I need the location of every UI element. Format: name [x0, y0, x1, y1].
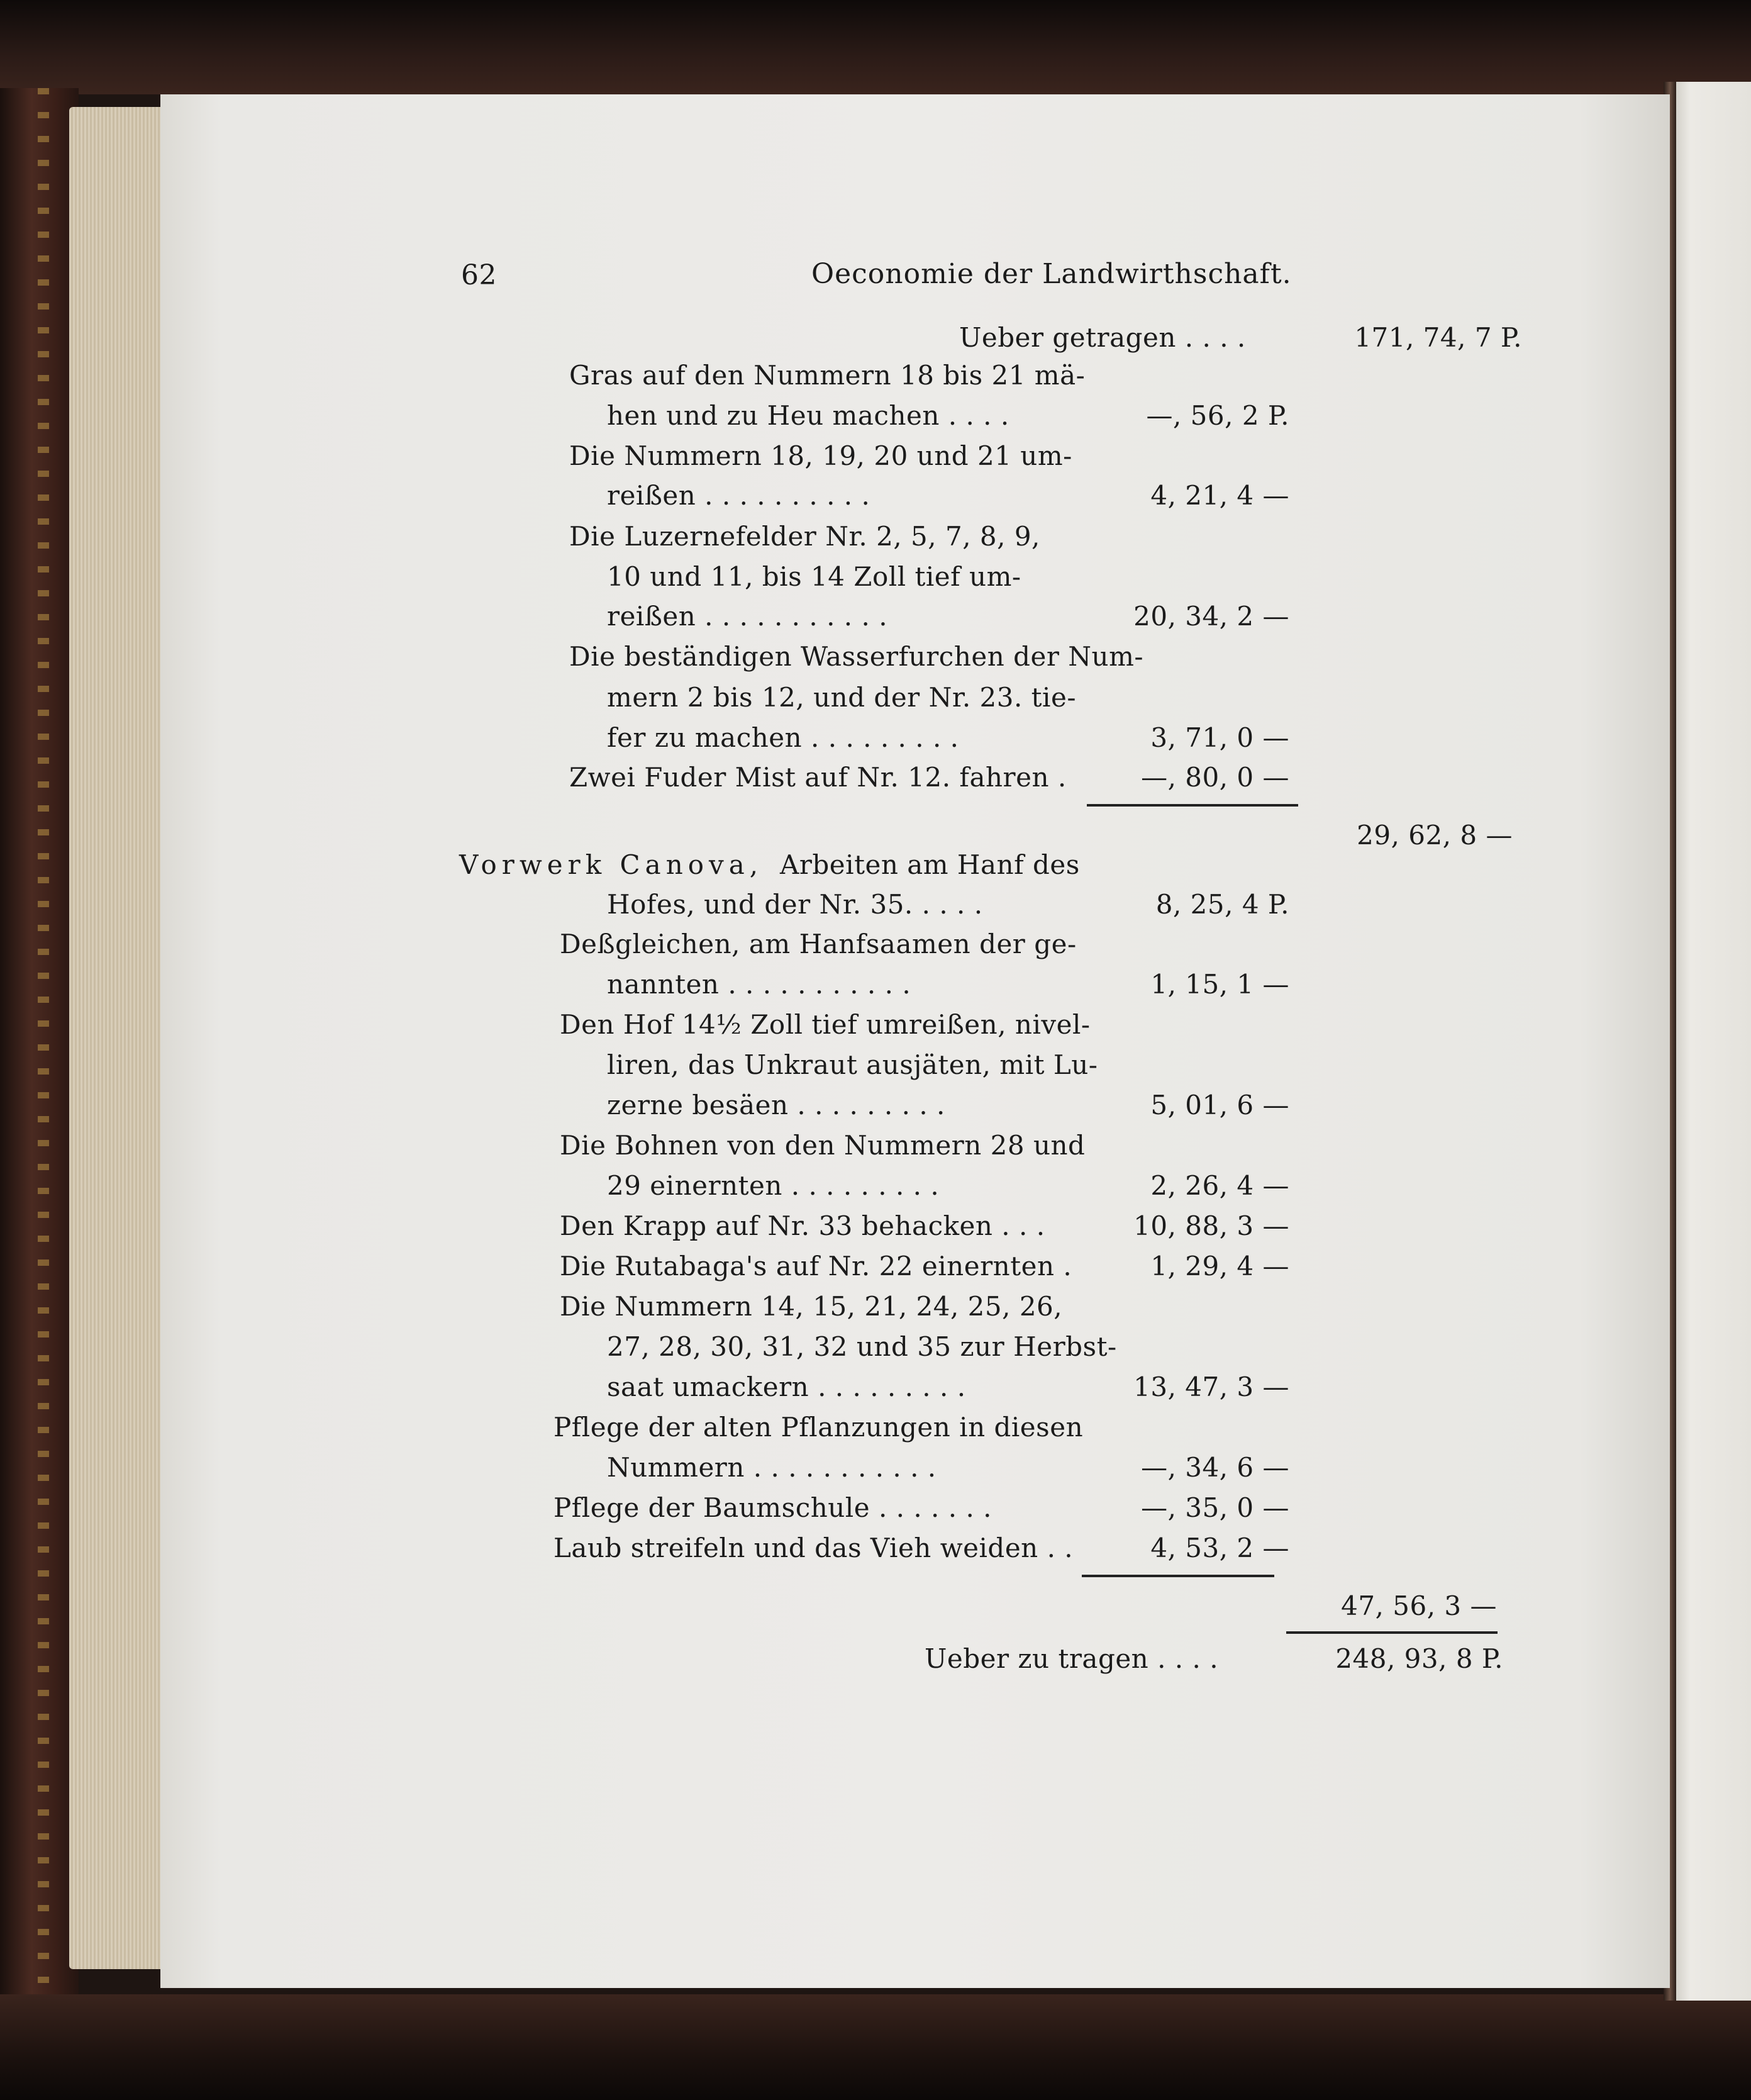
- total-rule: [1286, 1631, 1498, 1634]
- entry-line: Hofes, und der Nr. 35. . . . .: [607, 889, 983, 920]
- carried-out-amount: 248, 93, 8 P.: [1335, 1643, 1503, 1674]
- facing-page-edge: [1670, 82, 1751, 2001]
- entry-line: saat umackern . . . . . . . . .: [607, 1371, 966, 1402]
- entry-line: nannten . . . . . . . . . . .: [607, 969, 911, 1000]
- entry-line: Die Nummern 14, 15, 21, 24, 25, 26,: [560, 1291, 1063, 1322]
- page-edges: [69, 107, 164, 1969]
- entry-line: Die Luzernefelder Nr. 2, 5, 7, 8, 9,: [569, 521, 1040, 552]
- running-title: Oeconomie der Landwirthschaft.: [811, 258, 1292, 290]
- entry-amount: 8, 25, 4 P.: [1155, 889, 1289, 920]
- entry-line: Die Bohnen von den Nummern 28 und: [560, 1130, 1086, 1161]
- entry-amount: 20, 34, 2 —: [1133, 601, 1289, 632]
- entry-amount: 1, 29, 4 —: [1150, 1251, 1289, 1282]
- entry-line: Den Hof 14½ Zoll tief umreißen, nivel-: [560, 1009, 1091, 1040]
- entry-line: zerne besäen . . . . . . . . .: [607, 1090, 945, 1120]
- entry-amount: 10, 88, 3 —: [1133, 1210, 1289, 1241]
- entry-line: Pflege der Baumschule . . . . . . .: [553, 1492, 992, 1523]
- entry-line: liren, das Unkraut ausjäten, mit Lu-: [607, 1049, 1098, 1080]
- entry-amount: 2, 26, 4 —: [1150, 1170, 1289, 1201]
- entry-line: 29 einernten . . . . . . . . .: [607, 1170, 940, 1201]
- entry-amount: 13, 47, 3 —: [1133, 1371, 1289, 1402]
- section-heading: Vorwerk Canova,: [459, 849, 764, 880]
- entry-line: reißen . . . . . . . . . . .: [607, 601, 888, 632]
- entry-amount: 4, 53, 2 —: [1150, 1533, 1289, 1563]
- entry-line: 27, 28, 30, 31, 32 und 35 zur Herbst-: [607, 1331, 1117, 1362]
- entry-amount: —, 35, 0 —: [1141, 1492, 1289, 1523]
- entry-line: Den Krapp auf Nr. 33 behacken . . .: [560, 1210, 1045, 1241]
- entry-line: mern 2 bis 12, und der Nr. 23. tie-: [607, 682, 1077, 713]
- entry-line: 10 und 11, bis 14 Zoll tief um-: [607, 561, 1021, 592]
- entry-amount: —, 34, 6 —: [1141, 1452, 1289, 1483]
- group1-subtotal: 29, 62, 8 —: [1357, 820, 1513, 851]
- carried-in-amount: 171, 74, 7 P.: [1354, 322, 1522, 353]
- page-number: 62: [461, 259, 497, 291]
- entry-amount: 3, 71, 0 —: [1150, 722, 1289, 753]
- entry-line: Gras auf den Nummern 18 bis 21 mä-: [569, 360, 1086, 391]
- entry-line: Die beständigen Wasserfurchen der Num-: [569, 641, 1144, 672]
- sum-rule: [1087, 804, 1298, 807]
- book-cover-bottom: [0, 1994, 1751, 2100]
- book-spine-left: [0, 88, 79, 2038]
- entry-line: Laub streifeln und das Vieh weiden . .: [553, 1533, 1074, 1563]
- entry-line: reißen . . . . . . . . . .: [607, 480, 870, 511]
- entry-line: fer zu machen . . . . . . . . .: [607, 722, 959, 753]
- entry-line: Die Nummern 18, 19, 20 und 21 um-: [569, 440, 1072, 471]
- carried-out-label: Ueber zu tragen . . . .: [925, 1643, 1219, 1674]
- group2-subtotal: 47, 56, 3 —: [1341, 1590, 1497, 1621]
- entry-amount: 4, 21, 4 —: [1150, 480, 1289, 511]
- entry-line: Deßgleichen, am Hanfsaamen der ge-: [560, 929, 1077, 959]
- entry-amount: —, 80, 0 —: [1141, 762, 1289, 793]
- entry-amount: 1, 15, 1 —: [1150, 969, 1289, 1000]
- entry-line: Zwei Fuder Mist auf Nr. 12. fahren .: [569, 762, 1067, 793]
- book-cover-top: [0, 0, 1751, 94]
- entry-amount: —, 56, 2 P.: [1146, 400, 1289, 431]
- entry-amount: 5, 01, 6 —: [1150, 1090, 1289, 1120]
- sum-rule: [1082, 1575, 1274, 1577]
- entry-line: Arbeiten am Hanf des: [780, 849, 1080, 880]
- entry-line: hen und zu Heu machen . . . .: [607, 400, 1009, 431]
- carried-in-label: Ueber getragen . . . .: [959, 322, 1246, 353]
- entry-line: Die Rutabaga's auf Nr. 22 einernten .: [560, 1251, 1072, 1282]
- entry-line: Pflege der alten Pflanzungen in diesen: [553, 1412, 1084, 1443]
- entry-line: Nummern . . . . . . . . . . .: [607, 1452, 937, 1483]
